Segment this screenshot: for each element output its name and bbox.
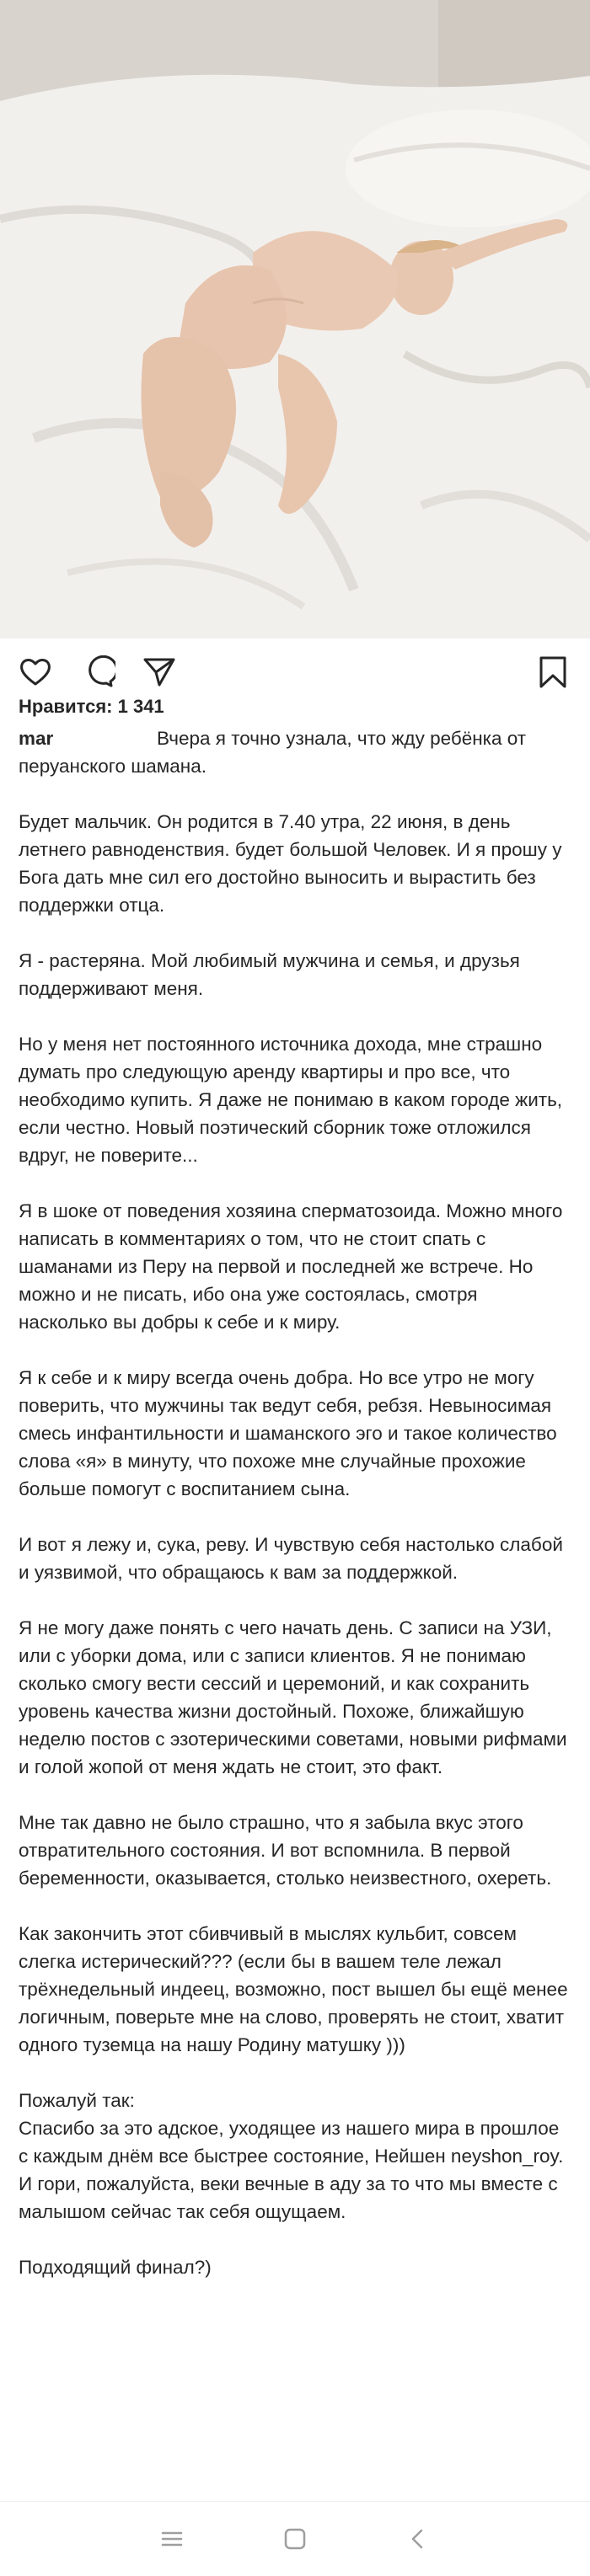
- caption-paragraph: Но у меня нет постоянного источника дохода, мне страшно думать про следующую аренду квартиры и про все, что необходимо купить. Я даже не понимаю в каком городе жить, если честно. Новый поэтический сборник тоже отложился вдруг, не поверите...: [19, 1034, 563, 1166]
- caption-paragraph: [19, 724, 571, 780]
- author-username[interactable]: mar: [19, 728, 54, 749]
- caption-paragraph: Я не могу даже понять с чего начать день. С записи на УЗИ, или с уборки дома, или с записи клиентов. Я не понимаю сколько смогу вести сессий и церемоний, и как сохранить уровень качества жизни достойный. Похоже, ближайшую неделю постов с эзотерическими советами, новыми рифмами и голой жопой от меня ждать не стоит, это факт.: [19, 1617, 567, 1777]
- caption-paragraph: Как закончить этот сбивчивый в мыслях кульбит, совсем слегка истерический??? (если бы в вашем теле лежал трёхнедельный индеец, возможно, пост вышел бы ещё менее логичным, поверьте мне на слово, проверять не стоит, хватит одного туземца на нашу Родину матушку ))): [19, 1923, 568, 2055]
- caption-paragraph: Подходящий финал?): [19, 2257, 212, 2278]
- system-navigation-bar: [0, 2501, 590, 2576]
- caption-paragraph: Я к себе и к миру всегда очень добра. Но все утро не могу поверить, что мужчины так ведут себя, ребзя. Невыносимая смесь инфантильности и шаманского эго и такое количество слова «я» в минуту, что похоже мне случайные прохожие больше помогут с воспитанием сына.: [19, 1367, 557, 1499]
- post-actions: [0, 639, 590, 694]
- caption-paragraph: Я в шоке от поведения хозяина сперматозоида. Можно много написать в комментариях о том, что не стоит спать с шаманами из Перу на первой и последней же встрече. Но можно и не писать, ибо она уже состоялась, смотря насколько вы добры к себе и к миру.: [19, 1200, 563, 1333]
- bookmark-icon[interactable]: [536, 655, 570, 689]
- home-square-icon[interactable]: [283, 2527, 307, 2551]
- heart-icon[interactable]: [19, 655, 52, 689]
- post-caption: [0, 719, 590, 2281]
- caption-paragraph: Будет мальчик. Он родится в 7.40 утра, 22 июня, в день летнего равноденствия. будет большой Человек. И я прошу у Бога дать мне сил его достойно выносить и вырастить без поддержки отца.: [19, 811, 562, 916]
- photo-illustration: [0, 0, 590, 639]
- likes-count[interactable]: Нравится: 1 341: [19, 696, 164, 717]
- post-photo[interactable]: [0, 0, 590, 639]
- caption-paragraph: Я - растеряна. Мой любимый мужчина и семья, и друзья поддерживают меня.: [19, 950, 520, 999]
- back-chevron-icon[interactable]: [406, 2527, 430, 2551]
- paper-plane-icon[interactable]: [142, 655, 176, 689]
- comment-icon[interactable]: [82, 655, 115, 689]
- caption-paragraph: Пожалуй так: Спасибо за это адское, уходящее из нашего мира в прошлое с каждым днём все быстрее состояние, Нейшен neyshon_roy. И гори, пожалуйста, веки вечные в аду за то что мы вместе с малышом сейчас так себя ощущаем.: [19, 2090, 564, 2222]
- caption-text: Вчера я точно узнала, что жду ребёнка от перуанского шамана.: [19, 728, 527, 777]
- username-redaction: [79, 730, 157, 750]
- caption-paragraph: Мне так давно не было страшно, что я забыла вкус этого отвратительного состояния. И вот вспомнила. В первой беременности, оказывается, столько неизвестного, охереть.: [19, 1812, 552, 1889]
- menu-icon[interactable]: [160, 2527, 184, 2551]
- caption-paragraph: И вот я лежу и, сука, реву. И чувствую себя настолько слабой и уязвимой, что обращаюсь к вам за поддержкой.: [19, 1534, 563, 1583]
